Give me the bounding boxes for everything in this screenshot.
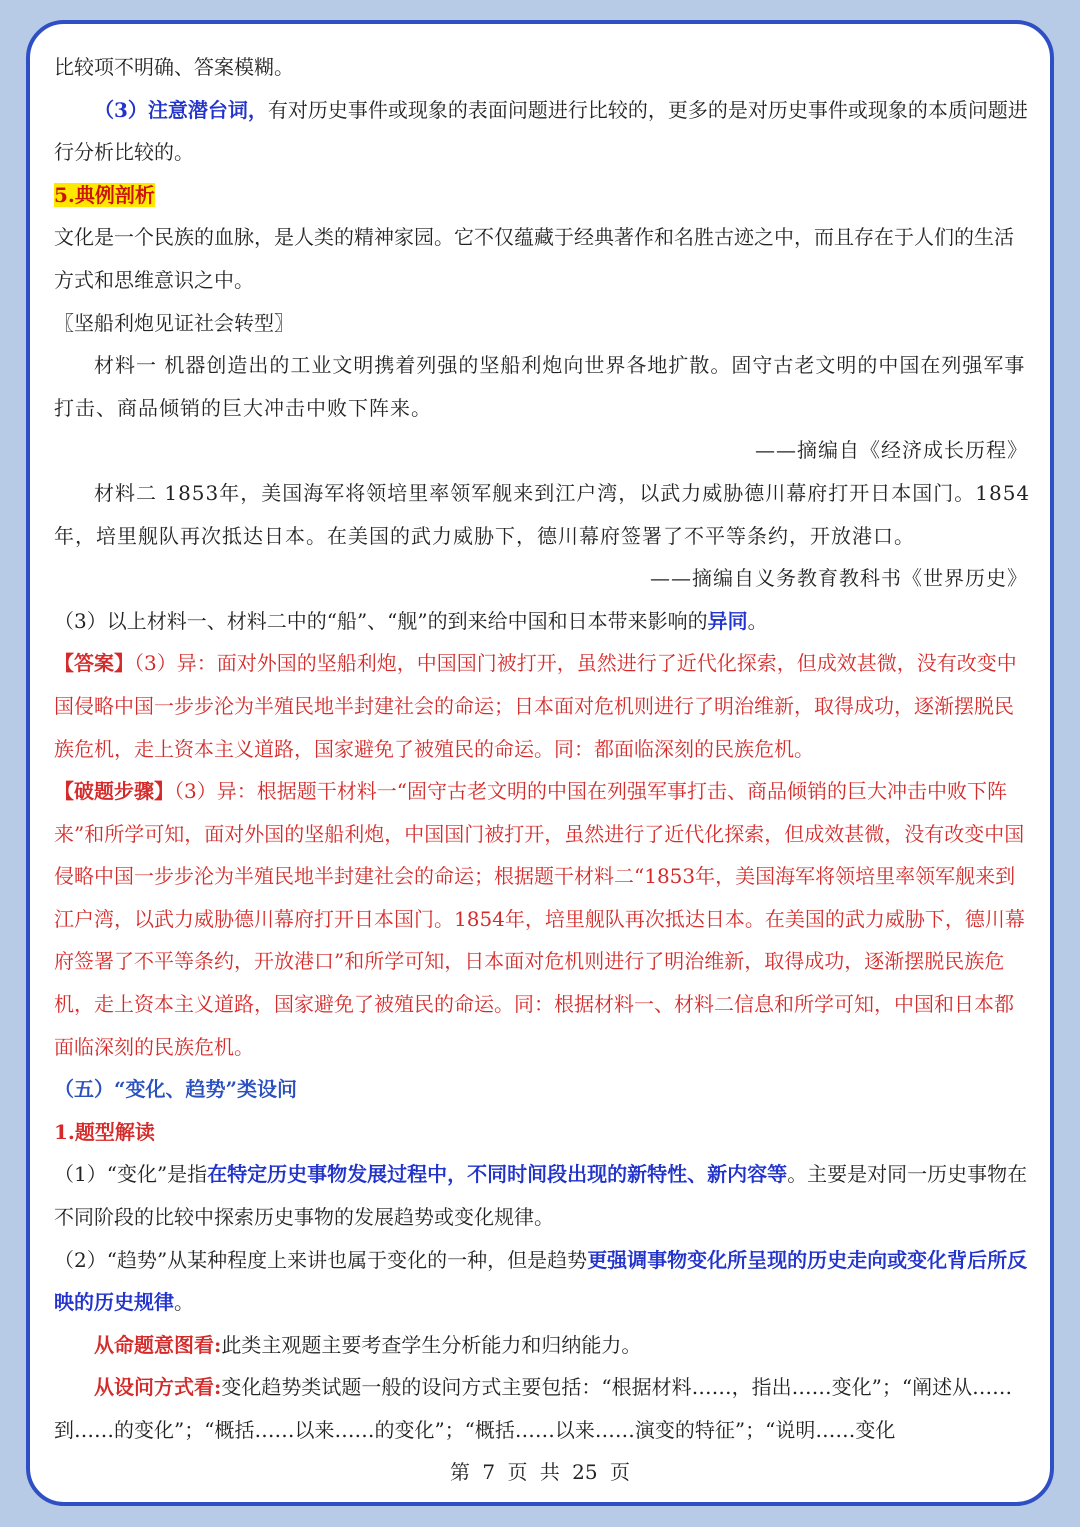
question-end: 。 bbox=[747, 608, 768, 633]
material-two-source: ——摘编自义务教育教科书《世界历史》 bbox=[650, 566, 1028, 591]
paragraph-subtext bbox=[54, 89, 1032, 174]
answer-paragraph bbox=[54, 642, 1032, 770]
subtext-body: 有对历史事件或现象的表面问题进行比较的，更多的是对历史事件或现象的本质问题进行分析比较的。 bbox=[54, 97, 1028, 165]
subheading-type-reading: 1.题型解读 bbox=[54, 1119, 155, 1144]
question-3 bbox=[54, 600, 1032, 643]
steps-label: 【破题步骤】 bbox=[54, 779, 174, 804]
page-number-footer: 第 7 页 共 25 页 bbox=[450, 1460, 630, 1484]
subtext-label: （3）注意潜台词， bbox=[94, 97, 268, 122]
paragraph-intent bbox=[54, 1324, 1032, 1367]
trend-end: 。 bbox=[174, 1290, 194, 1315]
material-one-source: ——摘编自《经济成长历程》 bbox=[755, 438, 1028, 463]
steps-text: （3）异：根据题干材料一“固守古老文明的中国在列强军事打击、商品倾销的巨大冲击中败下阵来”和所学可知，面对外国的坚船利炮，中国国门被打开，虽然进行了近代化探索，但成效甚微，没有改变中国侵略中国一步步沦为半殖民地半封建社会的命运；根据题干材料二“1853年，美国海军将领培里率领军舰来到江户湾，以武力威胁德川幕府打开日本国门。1854年，培里舰队再次抵达日本。在美国的武力威胁下，德川幕府签署了不平等条约，开放港口”和所学可知，日本面对危机则进行了明治维新，取得成功，逐渐摆脱民族危机，走上资本主义道路，国家避免了被殖民的命运。同：根据材料一、材料二信息和所学可知，中国和日本都面临深刻的民族危机。 bbox=[54, 779, 1025, 1059]
intent-label: 从命题意图看: bbox=[94, 1332, 222, 1357]
change-keyword: 在特定历史事物发展过程中，不同时间段出现的新特性、新内容等 bbox=[207, 1162, 788, 1187]
section-heading-example bbox=[54, 174, 1032, 217]
intent-text: 此类主观题主要考查学生分析能力和归纳能力。 bbox=[221, 1332, 642, 1357]
change-intro: （1）“变化”是指 bbox=[54, 1162, 208, 1187]
change-rest: 。主要是对同一历史事物在不同阶段的比较中探索历史事物的发展趋势或变化规律。 bbox=[54, 1162, 1028, 1230]
paragraph-compare-end: 比较项不明确、答案模糊。 bbox=[54, 55, 294, 79]
question-style-text: 变化趋势类试题一般的设问方式主要包括：“根据材料……，指出……变化”；“阐述从……到……的变化”；“概括……以来……的变化”；“概括……以来……演变的特征”；“说明……变化 bbox=[54, 1375, 1013, 1442]
paragraph-change bbox=[54, 1153, 1032, 1238]
section-heading-change-trend: （五）“变化、趋势”类设问 bbox=[54, 1077, 298, 1102]
paragraph-trend bbox=[54, 1239, 1032, 1324]
paragraph-culture: 文化是一个民族的血脉，是人类的精神家园。它不仅蕴藏于经典著作和名胜古迹之中，而且存在于人们的生活方式和思维意识之中。 bbox=[54, 225, 1014, 292]
topic-title: 〖坚船利炮见证社会转型〗 bbox=[54, 310, 294, 335]
answer-text: （3）异：面对外国的坚船利炮，中国国门被打开，虽然进行了近代化探索，但成效甚微，没有改变中国侵略中国一步步沦为半殖民地半封建社会的命运；日本面对危机则进行了明治维新，取得成功，逐渐摆脱民族危机，走上资本主义道路，国家避免了被殖民的命运。同：都面临深刻的民族危机。 bbox=[54, 651, 1017, 761]
document-body bbox=[54, 46, 1032, 1452]
material-two: 材料二 1853年，美国海军将领培里率领军舰来到江户湾，以武力威胁德川幕府打开日本国门。1854年，培里舰队再次抵达日本。在美国的武力威胁下，德川幕府签署了不平等条约，开放港口。 bbox=[54, 480, 1031, 548]
paragraph-question-style bbox=[54, 1366, 1032, 1451]
material-one: 材料一 机器创造出的工业文明携着列强的坚船利炮向世界各地扩散。固守古老文明的中国在列强军事打击、商品倾销的巨大冲击中败下阵来。 bbox=[54, 353, 1026, 420]
answer-label: 【答案】 bbox=[54, 651, 134, 676]
question-text: （3）以上材料一、材料二中的“船”、“舰”的到来给中国和日本带来影响的 bbox=[54, 608, 708, 633]
question-style-label: 从设问方式看: bbox=[94, 1375, 222, 1400]
trend-keyword: 更强调事物变化所呈现的历史走向或变化背后所反映的历史规律 bbox=[54, 1247, 1028, 1315]
question-keyword: 异同 bbox=[707, 608, 748, 633]
steps-paragraph bbox=[54, 770, 1032, 1068]
document-page bbox=[26, 20, 1054, 1506]
highlight-label: 5.典例剖析 bbox=[54, 182, 155, 207]
trend-intro: （2）“趋势”从某种程度上来讲也属于变化的一种，但是趋势 bbox=[54, 1247, 588, 1272]
